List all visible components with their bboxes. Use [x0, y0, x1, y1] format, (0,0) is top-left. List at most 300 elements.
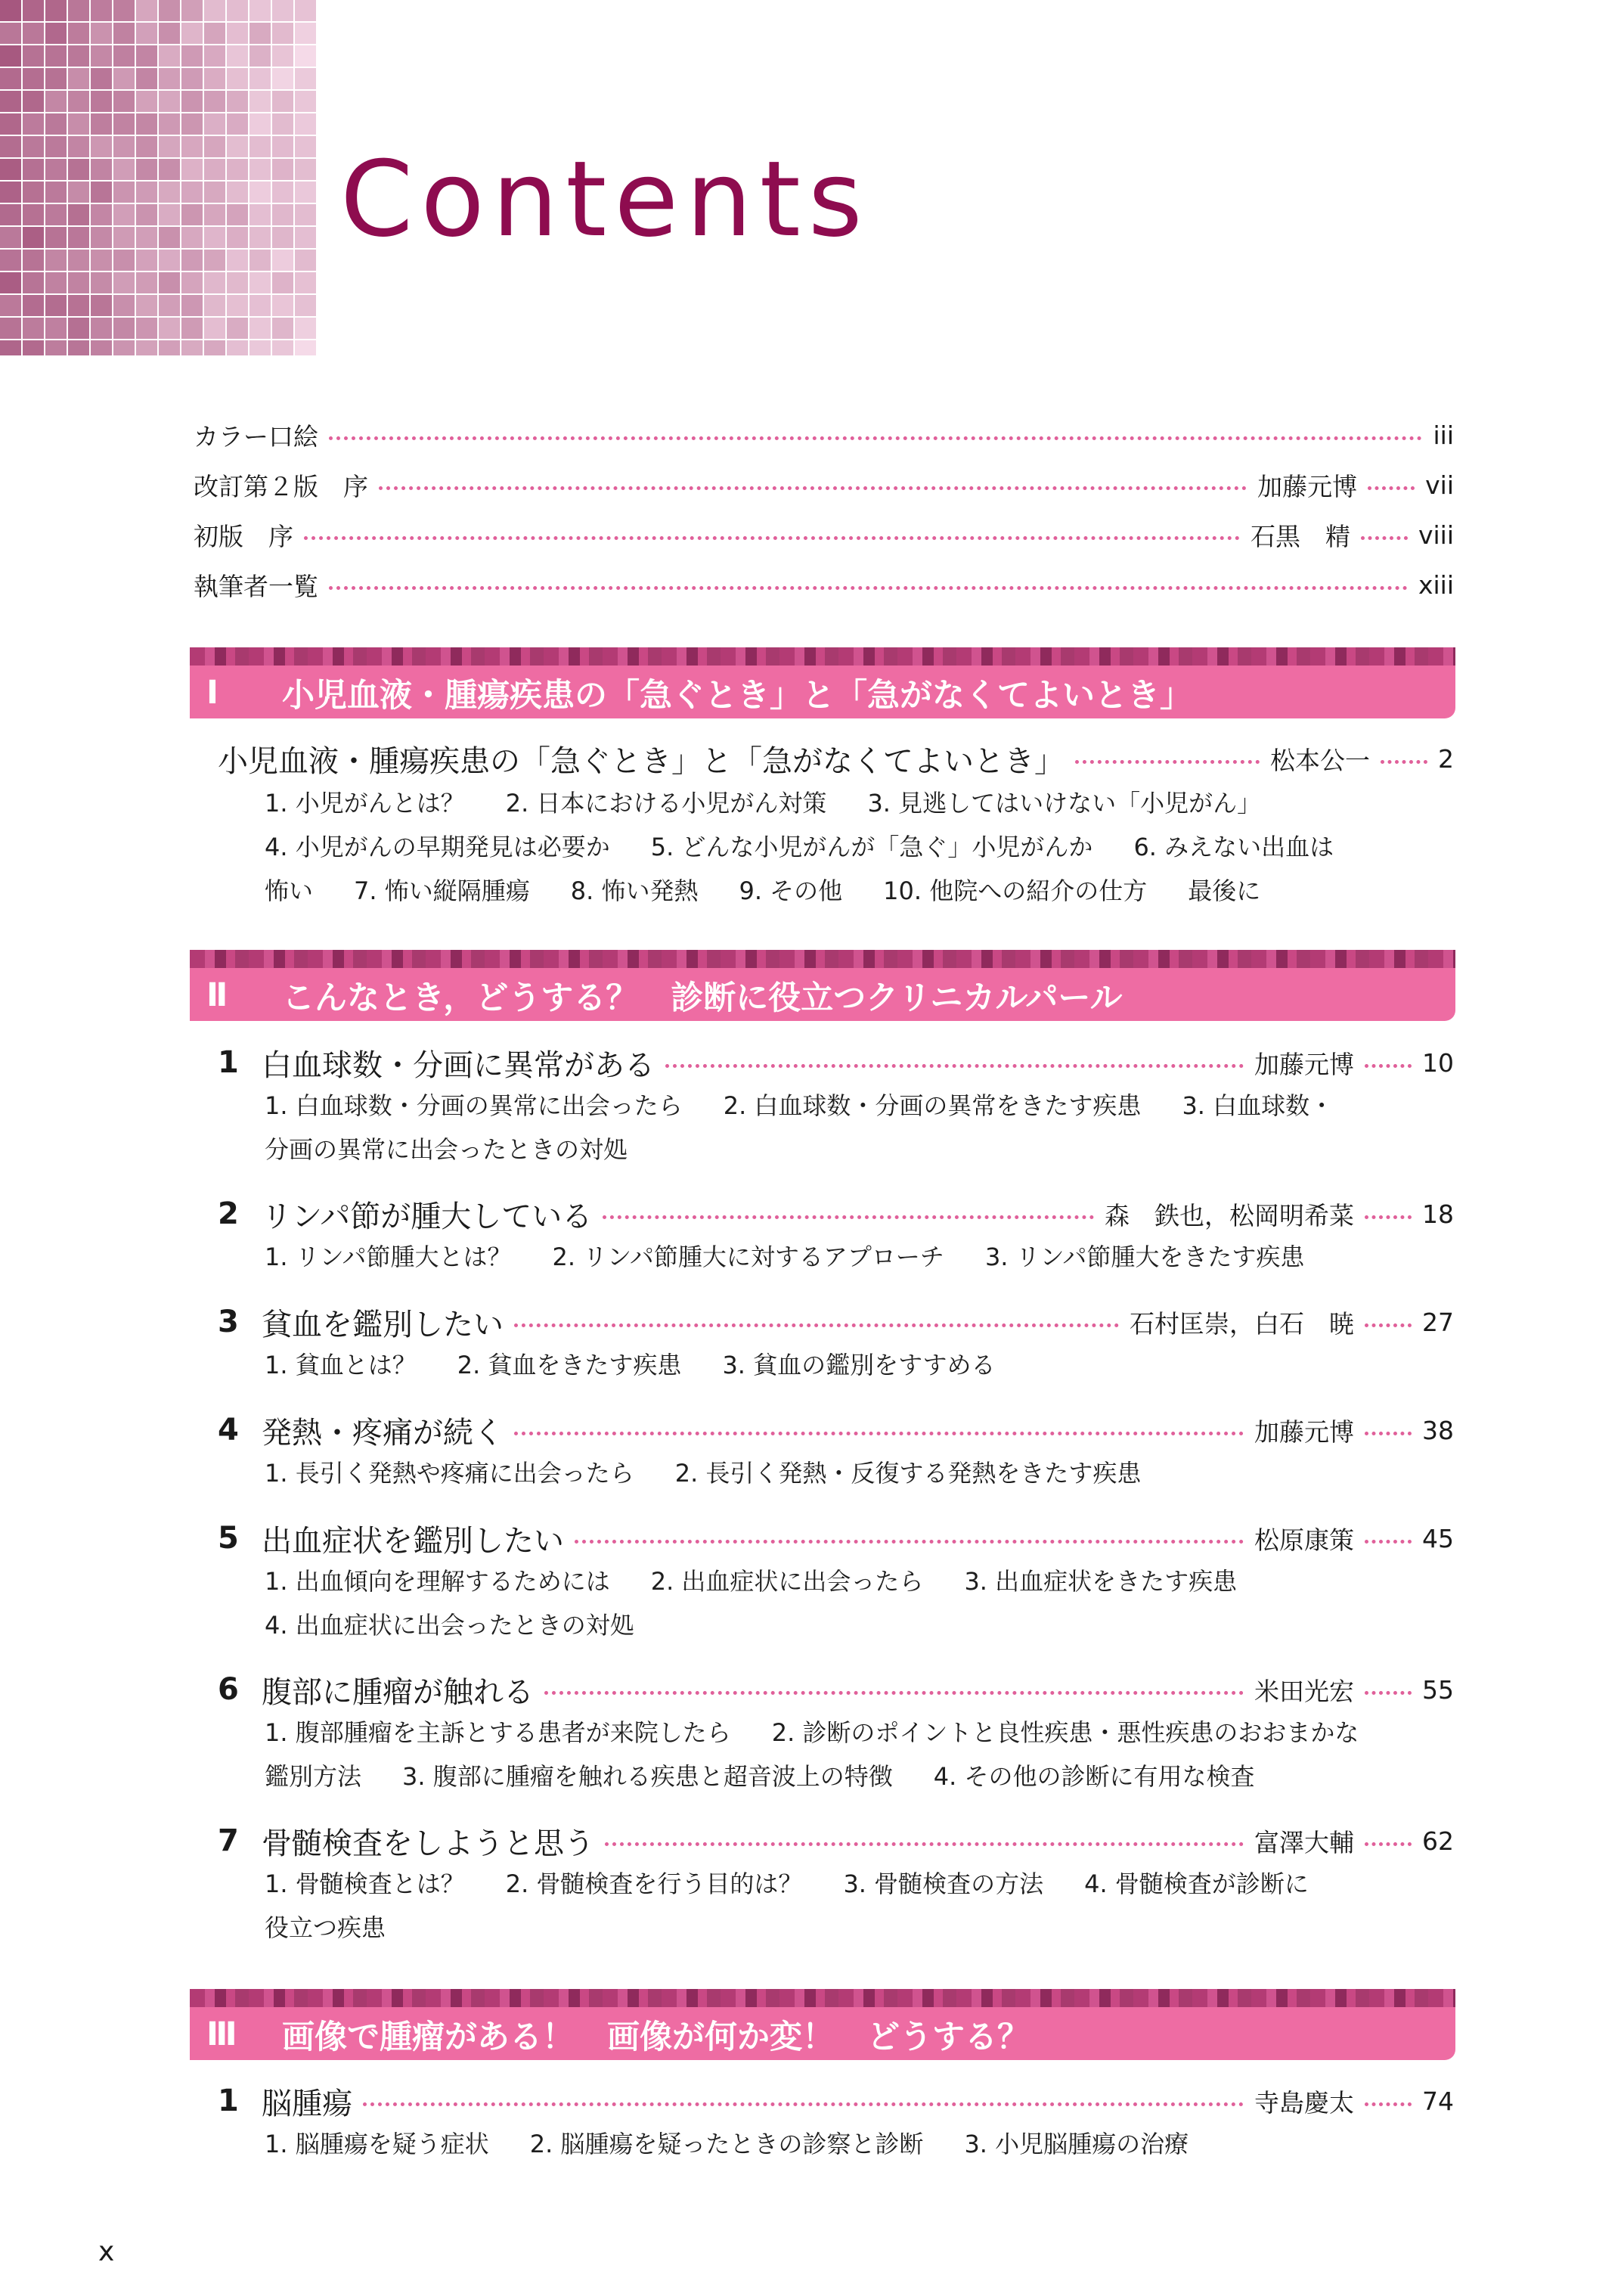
leader-dots [1361, 536, 1408, 540]
mosaic-tile [227, 45, 248, 67]
toc-entry[interactable] [218, 1666, 1454, 1713]
mosaic-tile [204, 45, 225, 67]
section-banner-3 [190, 1989, 1455, 2060]
mosaic-tile [204, 136, 225, 157]
mosaic-tile [227, 159, 248, 180]
toc-entry[interactable] [218, 2077, 1454, 2124]
mosaic-tile [272, 204, 293, 225]
leader-dots [605, 1842, 1244, 1846]
leader-dots [1365, 2102, 1412, 2106]
mosaic-tile [113, 204, 135, 225]
mosaic-tile [272, 295, 293, 316]
mosaic-tile [136, 113, 157, 135]
toc-frontmatter-item[interactable] [194, 560, 1454, 610]
mosaic-tile [0, 113, 21, 135]
mosaic-tile [181, 250, 203, 271]
mosaic-tile [45, 340, 67, 355]
mosaic-tile [91, 136, 112, 157]
leader-dots [1381, 760, 1427, 764]
toc-author: 寺島慶太 [1254, 2087, 1354, 2118]
mosaic-tile [91, 159, 112, 180]
section-title: 小児血液・腫瘍疾患の「急ぐとき」と「急がなくてよいとき」 [282, 676, 1192, 715]
mosaic-tile [295, 136, 316, 157]
mosaic-tile [136, 91, 157, 112]
mosaic-tile [0, 159, 21, 180]
mosaic-tile [272, 23, 293, 44]
toc-entry-title: リンパ節が腫大している [262, 1199, 593, 1234]
mosaic-tile [68, 136, 89, 157]
mosaic-tile [136, 227, 157, 248]
mosaic-tile [227, 272, 248, 293]
leader-dots [1365, 1064, 1412, 1068]
mosaic-tile [204, 340, 225, 355]
toc-page-number: vii [1425, 470, 1454, 500]
mosaic-tile [272, 136, 293, 157]
mosaic-tile [272, 250, 293, 271]
mosaic-tile [136, 340, 157, 355]
mosaic-tile [227, 204, 248, 225]
mosaic-tile [159, 272, 180, 293]
section-banner-2 [190, 950, 1455, 1021]
mosaic-tile [0, 295, 21, 316]
mosaic-tile [181, 23, 203, 44]
toc-entry-title: 執筆者一覧 [194, 571, 318, 601]
toc-entry[interactable] [218, 1299, 1454, 1345]
toc-entry-title: 初版 序 [194, 521, 293, 551]
mosaic-tile [91, 272, 112, 293]
mosaic-tile [68, 113, 89, 135]
mosaic-tile [249, 340, 271, 355]
mosaic-tile [181, 45, 203, 67]
mosaic-tile [204, 159, 225, 180]
section-title: こんなとき，どうする？ 診断に役立つクリニカルパール [282, 979, 1123, 1017]
mosaic-tile [227, 340, 248, 355]
mosaic-tile [295, 340, 316, 355]
mosaic-tile [204, 23, 225, 44]
toc-page-number: 45 [1422, 1523, 1454, 1553]
section-numeral: Ⅲ [206, 2015, 237, 2053]
mosaic-tile [68, 340, 89, 355]
mosaic-tile [136, 182, 157, 203]
toc-subtopics: 1. 長引く発熱や疼痛に出会ったら 2. 長引く発熱・反復する発熱をきたす疾患 [265, 1459, 1142, 1488]
mosaic-tile [68, 68, 89, 89]
mosaic-tile [181, 182, 203, 203]
mosaic-tile [227, 113, 248, 135]
mosaic-tile [23, 227, 44, 248]
toc-frontmatter-item[interactable] [194, 510, 1454, 560]
leader-dots [1365, 1540, 1412, 1544]
mosaic-tile [91, 295, 112, 316]
mosaic-tile [113, 45, 135, 67]
mosaic-tile [181, 68, 203, 89]
mosaic-tile [23, 91, 44, 112]
toc-subtopics: 1. 小児がんとは？ 2. 日本における小児がん対策 3. 見逃してはいけない「小児がん」 4. 小児がんの早期発見は必要か 5. どんな小児がんが「急ぐ」小児がんか 6. みえない出血は 怖い 7. 怖い縦隔腫瘍 8. 怖い発熱 9. その他 10. 他院への紹介の仕方 最後に [265, 789, 1334, 905]
toc-entry-title: 改訂第２版 序 [194, 471, 368, 501]
mosaic-tile [204, 318, 225, 339]
leader-dots [1075, 760, 1260, 764]
mosaic-tile [113, 0, 135, 21]
mosaic-tile [272, 340, 293, 355]
mosaic-tile [136, 136, 157, 157]
mosaic-tile [91, 318, 112, 339]
toc-page-number: 10 [1422, 1047, 1454, 1078]
toc-author: 松原康策 [1254, 1525, 1354, 1555]
toc-entry-number: 7 [218, 1823, 239, 1858]
mosaic-tile [68, 0, 89, 21]
toc-author: 加藤元博 [1254, 1049, 1354, 1079]
mosaic-tile [249, 113, 271, 135]
section-numeral: Ⅱ [206, 976, 228, 1014]
mosaic-tile [249, 182, 271, 203]
mosaic-tile [249, 23, 271, 44]
mosaic-tile [227, 227, 248, 248]
toc-subtopics: 1. 出血傾向を理解するためには 2. 出血症状に出会ったら 3. 出血症状をきたす疾患 4. 出血症状に出会ったときの対処 [265, 1567, 1238, 1640]
toc-author: 加藤元博 [1257, 471, 1358, 501]
leader-dots [575, 1540, 1244, 1544]
mosaic-tile [204, 113, 225, 135]
mosaic-tile [23, 68, 44, 89]
mosaic-tile [159, 340, 180, 355]
toc-subtopics: 1. 白血球数・分画の異常に出会ったら 2. 白血球数・分画の異常をきたす疾患 3. 白血球数・ 分画の異常に出会ったときの対処 [265, 1091, 1334, 1164]
mosaic-tile [159, 0, 180, 21]
toc-author: 米田光宏 [1254, 1676, 1354, 1706]
banner-pattern-strip [190, 950, 1455, 968]
mosaic-tile [68, 250, 89, 271]
mosaic-tile [159, 295, 180, 316]
mosaic-tile [159, 23, 180, 44]
mosaic-tile [0, 340, 21, 355]
mosaic-tile [23, 340, 44, 355]
mosaic-tile [23, 318, 44, 339]
mosaic-tile [45, 45, 67, 67]
toc-author: 松本公一 [1270, 745, 1370, 775]
mosaic-tile [249, 272, 271, 293]
leader-dots [544, 1691, 1244, 1695]
mosaic-tile [113, 113, 135, 135]
toc-entry[interactable] [218, 1515, 1454, 1562]
mosaic-tile [227, 182, 248, 203]
toc-entry-number: 6 [218, 1672, 239, 1707]
leader-dots [1368, 486, 1415, 490]
mosaic-tile [295, 159, 316, 180]
mosaic-tile [159, 204, 180, 225]
mosaic-tile [204, 250, 225, 271]
page-title: Contents [340, 138, 870, 260]
leader-dots [304, 536, 1240, 540]
toc-subtopics: 1. 貧血とは？ 2. 貧血をきたす疾患 3. 貧血の鑑別をすすめる [265, 1351, 996, 1379]
section-numeral: Ⅰ [206, 674, 218, 712]
mosaic-tile [272, 159, 293, 180]
mosaic-tile [45, 272, 67, 293]
mosaic-tile [295, 0, 316, 21]
mosaic-tile [136, 159, 157, 180]
toc-entry-title: 発熱・疼痛が続く [262, 1415, 504, 1451]
mosaic-tile [295, 113, 316, 135]
mosaic-tile [68, 272, 89, 293]
mosaic-tile [295, 45, 316, 67]
leader-dots [1365, 1432, 1412, 1435]
mosaic-tile [68, 318, 89, 339]
mosaic-tile [68, 45, 89, 67]
mosaic-tile [159, 250, 180, 271]
mosaic-tile [45, 295, 67, 316]
toc-page-number: viii [1418, 520, 1454, 550]
toc-entry-title: 腹部に腫瘤が触れる [262, 1674, 534, 1710]
mosaic-tile [0, 0, 21, 21]
mosaic-tile [159, 159, 180, 180]
mosaic-tile [181, 0, 203, 21]
mosaic-tile [113, 91, 135, 112]
leader-dots [1365, 1842, 1412, 1846]
mosaic-tile [0, 91, 21, 112]
toc-page-number: 55 [1422, 1674, 1454, 1705]
toc-entry[interactable] [218, 1190, 1454, 1237]
mosaic-tile [91, 182, 112, 203]
mosaic-tile [181, 227, 203, 248]
mosaic-tile [45, 318, 67, 339]
mosaic-tile [45, 227, 67, 248]
toc-entry-number: 5 [218, 1521, 239, 1556]
mosaic-tile [91, 68, 112, 89]
mosaic-tile [0, 182, 21, 203]
toc-entry-title: 白血球数・分画に異常がある [262, 1047, 655, 1083]
leader-dots [514, 1432, 1244, 1435]
mosaic-tile [295, 68, 316, 89]
leader-dots [1365, 1323, 1412, 1327]
mosaic-tile [159, 227, 180, 248]
mosaic-tile [227, 91, 248, 112]
mosaic-tile [295, 250, 316, 271]
mosaic-tile [295, 91, 316, 112]
leader-dots [329, 436, 1422, 440]
mosaic-tile [181, 136, 203, 157]
leader-dots [603, 1215, 1094, 1219]
mosaic-tile [181, 318, 203, 339]
toc-page-number: 18 [1422, 1199, 1454, 1229]
mosaic-tile [159, 68, 180, 89]
toc-page-number: 27 [1422, 1307, 1454, 1337]
toc-entry-title: カラー口絵 [194, 421, 318, 451]
toc-entry-title: 骨髄検査をしようと思う [262, 1826, 594, 1861]
banner-pattern-strip [190, 647, 1455, 666]
mosaic-tile [23, 272, 44, 293]
toc-page-number: 38 [1422, 1415, 1454, 1445]
toc-entry-number: 3 [218, 1305, 239, 1339]
banner-pattern-strip [190, 1989, 1455, 2007]
mosaic-tile [113, 295, 135, 316]
toc-page-number: 2 [1438, 743, 1454, 774]
mosaic-tile [204, 227, 225, 248]
mosaic-tile [249, 250, 271, 271]
mosaic-tile [272, 227, 293, 248]
mosaic-tile [23, 0, 44, 21]
mosaic-tile [204, 204, 225, 225]
toc-author: 加藤元博 [1254, 1416, 1354, 1447]
mosaic-tile [23, 23, 44, 44]
toc-entry[interactable] [218, 1039, 1454, 1086]
mosaic-tile [249, 318, 271, 339]
mosaic-tile [0, 227, 21, 248]
page-folio: x [98, 2236, 115, 2267]
mosaic-tile [295, 227, 316, 248]
mosaic-tile [0, 23, 21, 44]
mosaic-tile [204, 0, 225, 21]
mosaic-tile [249, 295, 271, 316]
mosaic-tile [181, 113, 203, 135]
mosaic-tile [23, 136, 44, 157]
mosaic-tile [159, 318, 180, 339]
toc-entry-title: 出血症状を鑑別したい [262, 1523, 564, 1559]
toc-author: 富澤大輔 [1254, 1827, 1354, 1857]
mosaic-tile [249, 227, 271, 248]
toc-frontmatter-item[interactable] [194, 460, 1454, 510]
mosaic-tile [0, 204, 21, 225]
toc-entry-title: 貧血を鑑別したい [262, 1307, 504, 1342]
mosaic-tile [295, 318, 316, 339]
toc-entry[interactable] [218, 735, 1454, 782]
mosaic-tile [113, 272, 135, 293]
toc-subtopics: 1. リンパ節腫大とは？ 2. リンパ節腫大に対するアプローチ 3. リンパ節腫大をきたす疾患 [265, 1243, 1305, 1271]
toc-subtopics: 1. 骨髄検査とは？ 2. 骨髄検査を行う目的は？ 3. 骨髄検査の方法 4. 骨髄検査が診断に 役立つ疾患 [265, 1869, 1309, 1942]
mosaic-tile [272, 0, 293, 21]
toc-subtopics: 1. 脳腫瘍を疑う症状 2. 脳腫瘍を疑ったときの診察と診断 3. 小児脳腫瘍の治療 [265, 2130, 1189, 2158]
mosaic-tile [68, 227, 89, 248]
mosaic-tile [227, 295, 248, 316]
mosaic-tile [159, 45, 180, 67]
mosaic-tile [295, 182, 316, 203]
mosaic-tile [113, 68, 135, 89]
mosaic-tile [136, 45, 157, 67]
mosaic-tile [0, 272, 21, 293]
mosaic-tile [0, 45, 21, 67]
mosaic-tile [136, 68, 157, 89]
mosaic-tile [113, 227, 135, 248]
mosaic-tile [295, 295, 316, 316]
mosaic-tile [91, 45, 112, 67]
mosaic-tile [249, 204, 271, 225]
mosaic-tile [181, 91, 203, 112]
mosaic-tile [0, 136, 21, 157]
mosaic-tile [181, 159, 203, 180]
mosaic-tile [68, 159, 89, 180]
toc-author: 石村匡崇，白石 暁 [1130, 1308, 1354, 1339]
toc-entry-number: 1 [218, 1045, 239, 1080]
mosaic-tile [249, 91, 271, 112]
mosaic-tile [45, 250, 67, 271]
mosaic-tile [45, 68, 67, 89]
toc-entry-number: 1 [218, 2084, 239, 2118]
mosaic-tile [45, 182, 67, 203]
mosaic-tile [91, 250, 112, 271]
mosaic-tile [204, 182, 225, 203]
toc-entry[interactable] [218, 1817, 1454, 1864]
mosaic-tile [227, 0, 248, 21]
mosaic-tile [249, 0, 271, 21]
mosaic-tile [159, 136, 180, 157]
mosaic-tile [136, 272, 157, 293]
mosaic-tile [249, 45, 271, 67]
mosaic-tile [272, 113, 293, 135]
mosaic-tile [45, 0, 67, 21]
leader-dots [514, 1323, 1119, 1327]
mosaic-tile [227, 136, 248, 157]
mosaic-tile [23, 113, 44, 135]
mosaic-tile [113, 250, 135, 271]
section-title: 画像で腫瘤がある！ 画像が何か変！ どうする？ [282, 2018, 1030, 2056]
mosaic-tile [113, 318, 135, 339]
mosaic-tile [23, 295, 44, 316]
mosaic-tile [113, 23, 135, 44]
mosaic-tile [23, 45, 44, 67]
header-mosaic [0, 0, 318, 355]
mosaic-tile [272, 45, 293, 67]
leader-dots [329, 586, 1408, 590]
toc-page-number: 62 [1422, 1826, 1454, 1856]
mosaic-tile [204, 68, 225, 89]
mosaic-tile [68, 91, 89, 112]
mosaic-tile [181, 204, 203, 225]
mosaic-tile [295, 272, 316, 293]
mosaic-tile [45, 23, 67, 44]
mosaic-tile [68, 182, 89, 203]
mosaic-tile [204, 295, 225, 316]
leader-dots [379, 486, 1247, 490]
mosaic-tile [91, 91, 112, 112]
mosaic-tile [272, 68, 293, 89]
toc-author: 森 鉄也，松岡明希菜 [1105, 1200, 1354, 1230]
toc-frontmatter-item[interactable] [194, 410, 1454, 460]
mosaic-tile [0, 250, 21, 271]
mosaic-tile [68, 23, 89, 44]
toc-entry-number: 4 [218, 1413, 239, 1447]
mosaic-tile [91, 113, 112, 135]
mosaic-tile [45, 113, 67, 135]
mosaic-tile [272, 91, 293, 112]
mosaic-tile [23, 159, 44, 180]
mosaic-tile [227, 250, 248, 271]
mosaic-tile [45, 159, 67, 180]
mosaic-tile [113, 136, 135, 157]
mosaic-tile [181, 272, 203, 293]
mosaic-tile [23, 204, 44, 225]
mosaic-tile [249, 136, 271, 157]
mosaic-tile [272, 182, 293, 203]
mosaic-tile [136, 23, 157, 44]
leader-dots [665, 1064, 1244, 1068]
mosaic-tile [136, 250, 157, 271]
leader-dots [363, 2102, 1244, 2106]
mosaic-tile [0, 318, 21, 339]
mosaic-tile [91, 204, 112, 225]
mosaic-tile [204, 272, 225, 293]
mosaic-tile [204, 91, 225, 112]
mosaic-tile [249, 159, 271, 180]
mosaic-tile [45, 204, 67, 225]
mosaic-tile [91, 23, 112, 44]
toc-entry-title: 脳腫瘍 [262, 2086, 352, 2121]
toc-entry[interactable] [218, 1407, 1454, 1454]
mosaic-tile [227, 318, 248, 339]
mosaic-tile [91, 340, 112, 355]
toc-page-number: xiii [1418, 569, 1454, 600]
mosaic-tile [272, 318, 293, 339]
mosaic-tile [91, 0, 112, 21]
mosaic-tile [272, 272, 293, 293]
toc-page-number: iii [1433, 420, 1454, 450]
mosaic-tile [23, 182, 44, 203]
section-banner-1 [190, 647, 1455, 718]
mosaic-tile [227, 23, 248, 44]
